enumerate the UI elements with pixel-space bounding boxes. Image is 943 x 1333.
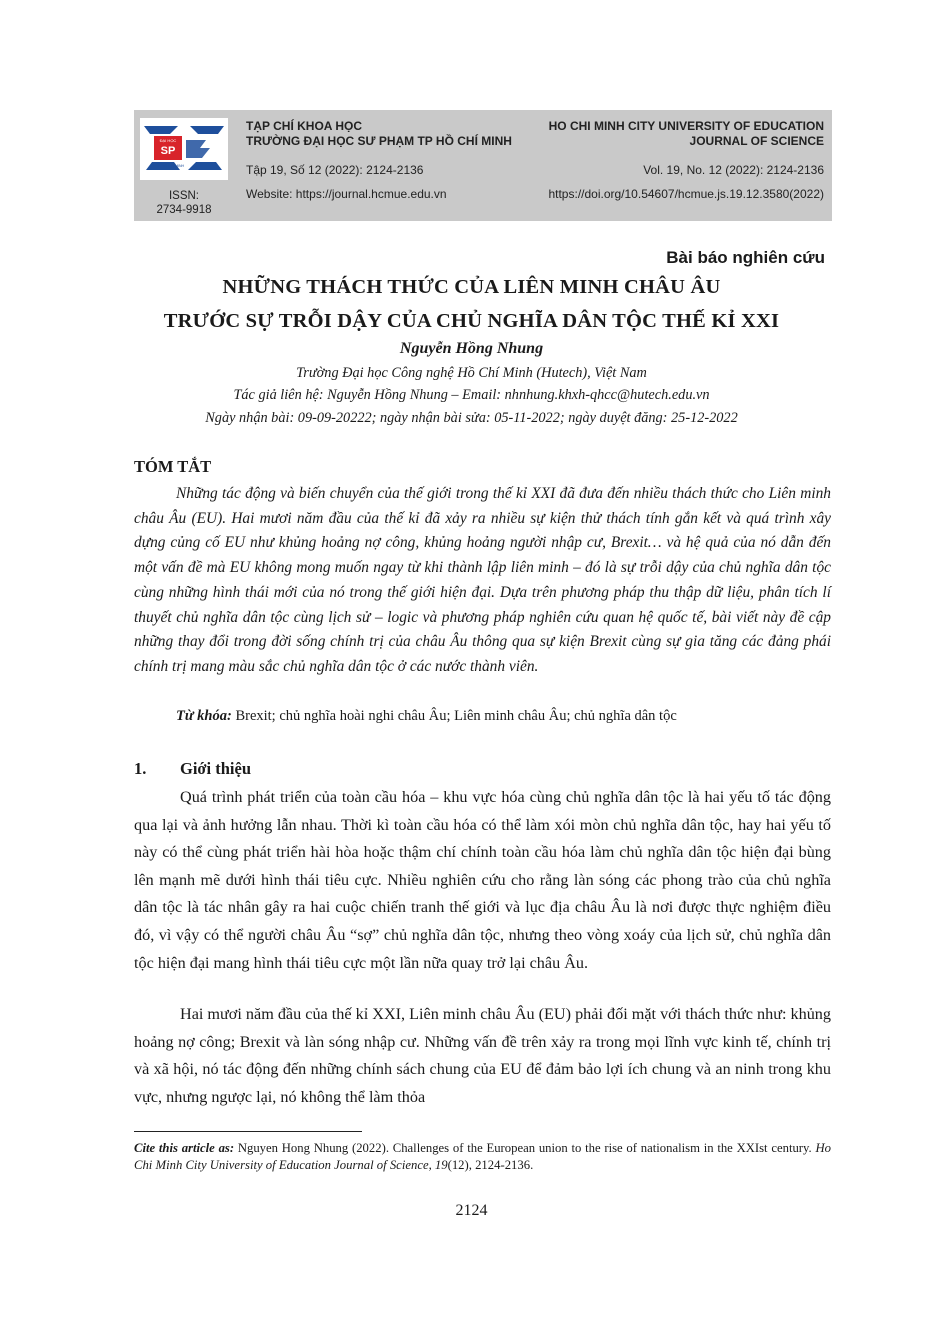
svg-text:SP: SP bbox=[160, 145, 176, 157]
article-type: Bài báo nghiên cứu bbox=[666, 248, 825, 267]
journal-name-vi bbox=[246, 119, 512, 149]
abstract-heading: TÓM TẮT bbox=[134, 457, 212, 476]
abstract-body bbox=[134, 482, 831, 680]
svg-text:TP. HỒ CHÍ MINH: TP. HỒ CHÍ MINH bbox=[155, 164, 185, 168]
body-paragraph-1 bbox=[134, 784, 831, 977]
journal-header bbox=[134, 110, 832, 221]
journal-en-line2: JOURNAL OF SCIENCE bbox=[689, 134, 824, 148]
section-number: 1. bbox=[134, 759, 147, 778]
footnote-divider bbox=[134, 1131, 362, 1132]
keywords-list: Brexit; chủ nghĩa hoài nghi châu Âu; Liên minh châu Âu; chủ nghĩa dân tộc bbox=[231, 708, 677, 724]
section-title: Giới thiệu bbox=[180, 759, 252, 778]
university-logo bbox=[140, 118, 228, 180]
keywords-label: Từ khóa: bbox=[176, 708, 232, 724]
doi-link[interactable]: https://doi.org/10.54607/hcmue.js.19.12.3580(2022) bbox=[548, 187, 824, 201]
issn-value: 2734-9918 bbox=[156, 204, 212, 216]
abstract-text: Những tác động và biến chuyển của thế giới trong thế kỉ XXI đã đưa đến nhiều thách thức cho Liên minh châu Âu (EU). Hai mươi năm đầu của thế kỉ đã xảy ra nhiều sự kiện thử thách tính gắn kết và quá trình xây dựng củng cố EU như khủng hoảng nợ công, khủng hoảng người nhập cư, Brexit… và hệ quả của nó dẫn đến một vấn đề mà EU không mong muốn ngay từ khi thành lập liên minh – đó là sự trỗi dậy của chủ nghĩa dân tộc cùng những hình thái mới của nó trong thế giới hiện đại. Dựa trên phương pháp thu thập dữ liệu, phân tích lí thuyết chủ nghĩa dân tộc cùng lịch sử – logic và phương pháp nghiên cứu quan hệ quốc tế, bài viết này đề cập những thay đổi trong đời sống chính trị của châu Âu thông qua sự kiện Brexit cùng sự gia tăng các đảng phái chính trị mang màu sắc chủ nghĩa dân tộc ở các nước thành viên. bbox=[134, 485, 831, 675]
page-number: 2124 bbox=[455, 1202, 488, 1219]
citation-journal: Ho Chi Minh City University of Education Journal of Science, 19 bbox=[134, 1141, 831, 1172]
author-name: Nguyễn Hồng Nhung bbox=[399, 340, 544, 357]
submission-dates: Ngày nhận bài: 09-09-20222; ngày nhận bài sửa: 05-11-2022; ngày duyệt đăng: 25-12-2022 bbox=[205, 410, 738, 426]
volume-en: Vol. 19, No. 12 (2022): 2124-2136 bbox=[643, 163, 824, 177]
citation-pages: (12), 2124-2136. bbox=[447, 1158, 534, 1172]
citation-label: Cite this article as: bbox=[134, 1141, 235, 1155]
journal-name-en bbox=[549, 119, 824, 149]
svg-text:ĐẠI HỌC: ĐẠI HỌC bbox=[159, 138, 177, 143]
para1-text: Quá trình phát triển của toàn cầu hóa – khu vực hóa cùng chủ nghĩa dân tộc là hai yếu tố tác động qua lại và ảnh hưởng lẫn nhau. Thời kì toàn cầu hóa có thể làm xói mòn chủ nghĩa dân tộc, hay hai yếu tố này có thể cùng phát triển hài hòa hoặc thậm chí chính toàn cầu hóa làm chủ nghĩa dân tộc hiện đại bùng lên mạnh mẽ dưới hình thái tiêu cực. Nhiều nghiên cứu cho rằng làn sóng các phong trào của chủ nghĩa dân tộc là tác nhân gây ra hai cuộc chiến tranh thế giới và lục địa châu Âu là nơi được thực nghiệm điều đó, vì vậy có thể người châu Âu “sợ” chủ nghĩa dân tộc, nhưng theo vòng xoáy của lịch sử, chủ nghĩa dân tộc hiện đại mang hình thái tiêu cực một lần nữa quay trở lại châu Âu. bbox=[134, 788, 831, 972]
para2-text: Hai mươi năm đầu của thế kỉ XXI, Liên minh châu Âu (EU) phải đối mặt với thách thức như: khủng hoảng nợ công; Brexit và làn sóng nhập cư. Những vấn đề trên xảy ra trong mọi lĩnh vực kinh tế, chính trị và xã hội, nó tác động đến những chính sách chung của EU để đảm bảo lợi ích chung và an ninh trong khu vực, nhưng ngược lại, nó không thể làm thỏa bbox=[134, 1005, 831, 1106]
issn-block bbox=[134, 189, 234, 217]
title-line-1: NHỮNG THÁCH THỨC CỦA LIÊN MINH CHÂU ÂU bbox=[222, 276, 721, 298]
website-link[interactable]: Website: https://journal.hcmue.edu.vn bbox=[246, 187, 447, 201]
corresponding-author: Tác giả liên hệ: Nguyễn Hồng Nhung – Email: nhnhung.khxh-qhcc@hutech.edu.vn bbox=[233, 387, 710, 403]
keywords bbox=[176, 708, 677, 725]
citation-footnote bbox=[134, 1140, 831, 1174]
body-paragraph-2 bbox=[134, 1001, 831, 1111]
journal-vi-line2: TRƯỜNG ĐẠI HỌC SƯ PHẠM TP HỒ CHÍ MINH bbox=[246, 134, 512, 148]
issn-label: ISSN: bbox=[168, 190, 200, 202]
volume-vi: Tập 19, Số 12 (2022): 2124-2136 bbox=[246, 163, 424, 177]
journal-vi-line1: TẠP CHÍ KHOA HỌC bbox=[246, 119, 363, 133]
title-line-2: TRƯỚC SỰ TRỖI DẬY CỦA CHỦ NGHĨA DÂN TỘC THẾ KỈ XXI bbox=[163, 310, 780, 332]
citation-text: Nguyen Hong Nhung (2022). Challenges of the European union to the rise of nationalism in the XXIst century. bbox=[234, 1141, 816, 1155]
journal-en-line1: HO CHI MINH CITY UNIVERSITY OF EDUCATION bbox=[548, 119, 824, 133]
affiliation: Trường Đại học Công nghệ Hồ Chí Minh (Hutech), Việt Nam bbox=[296, 365, 647, 381]
section-heading bbox=[134, 759, 251, 779]
